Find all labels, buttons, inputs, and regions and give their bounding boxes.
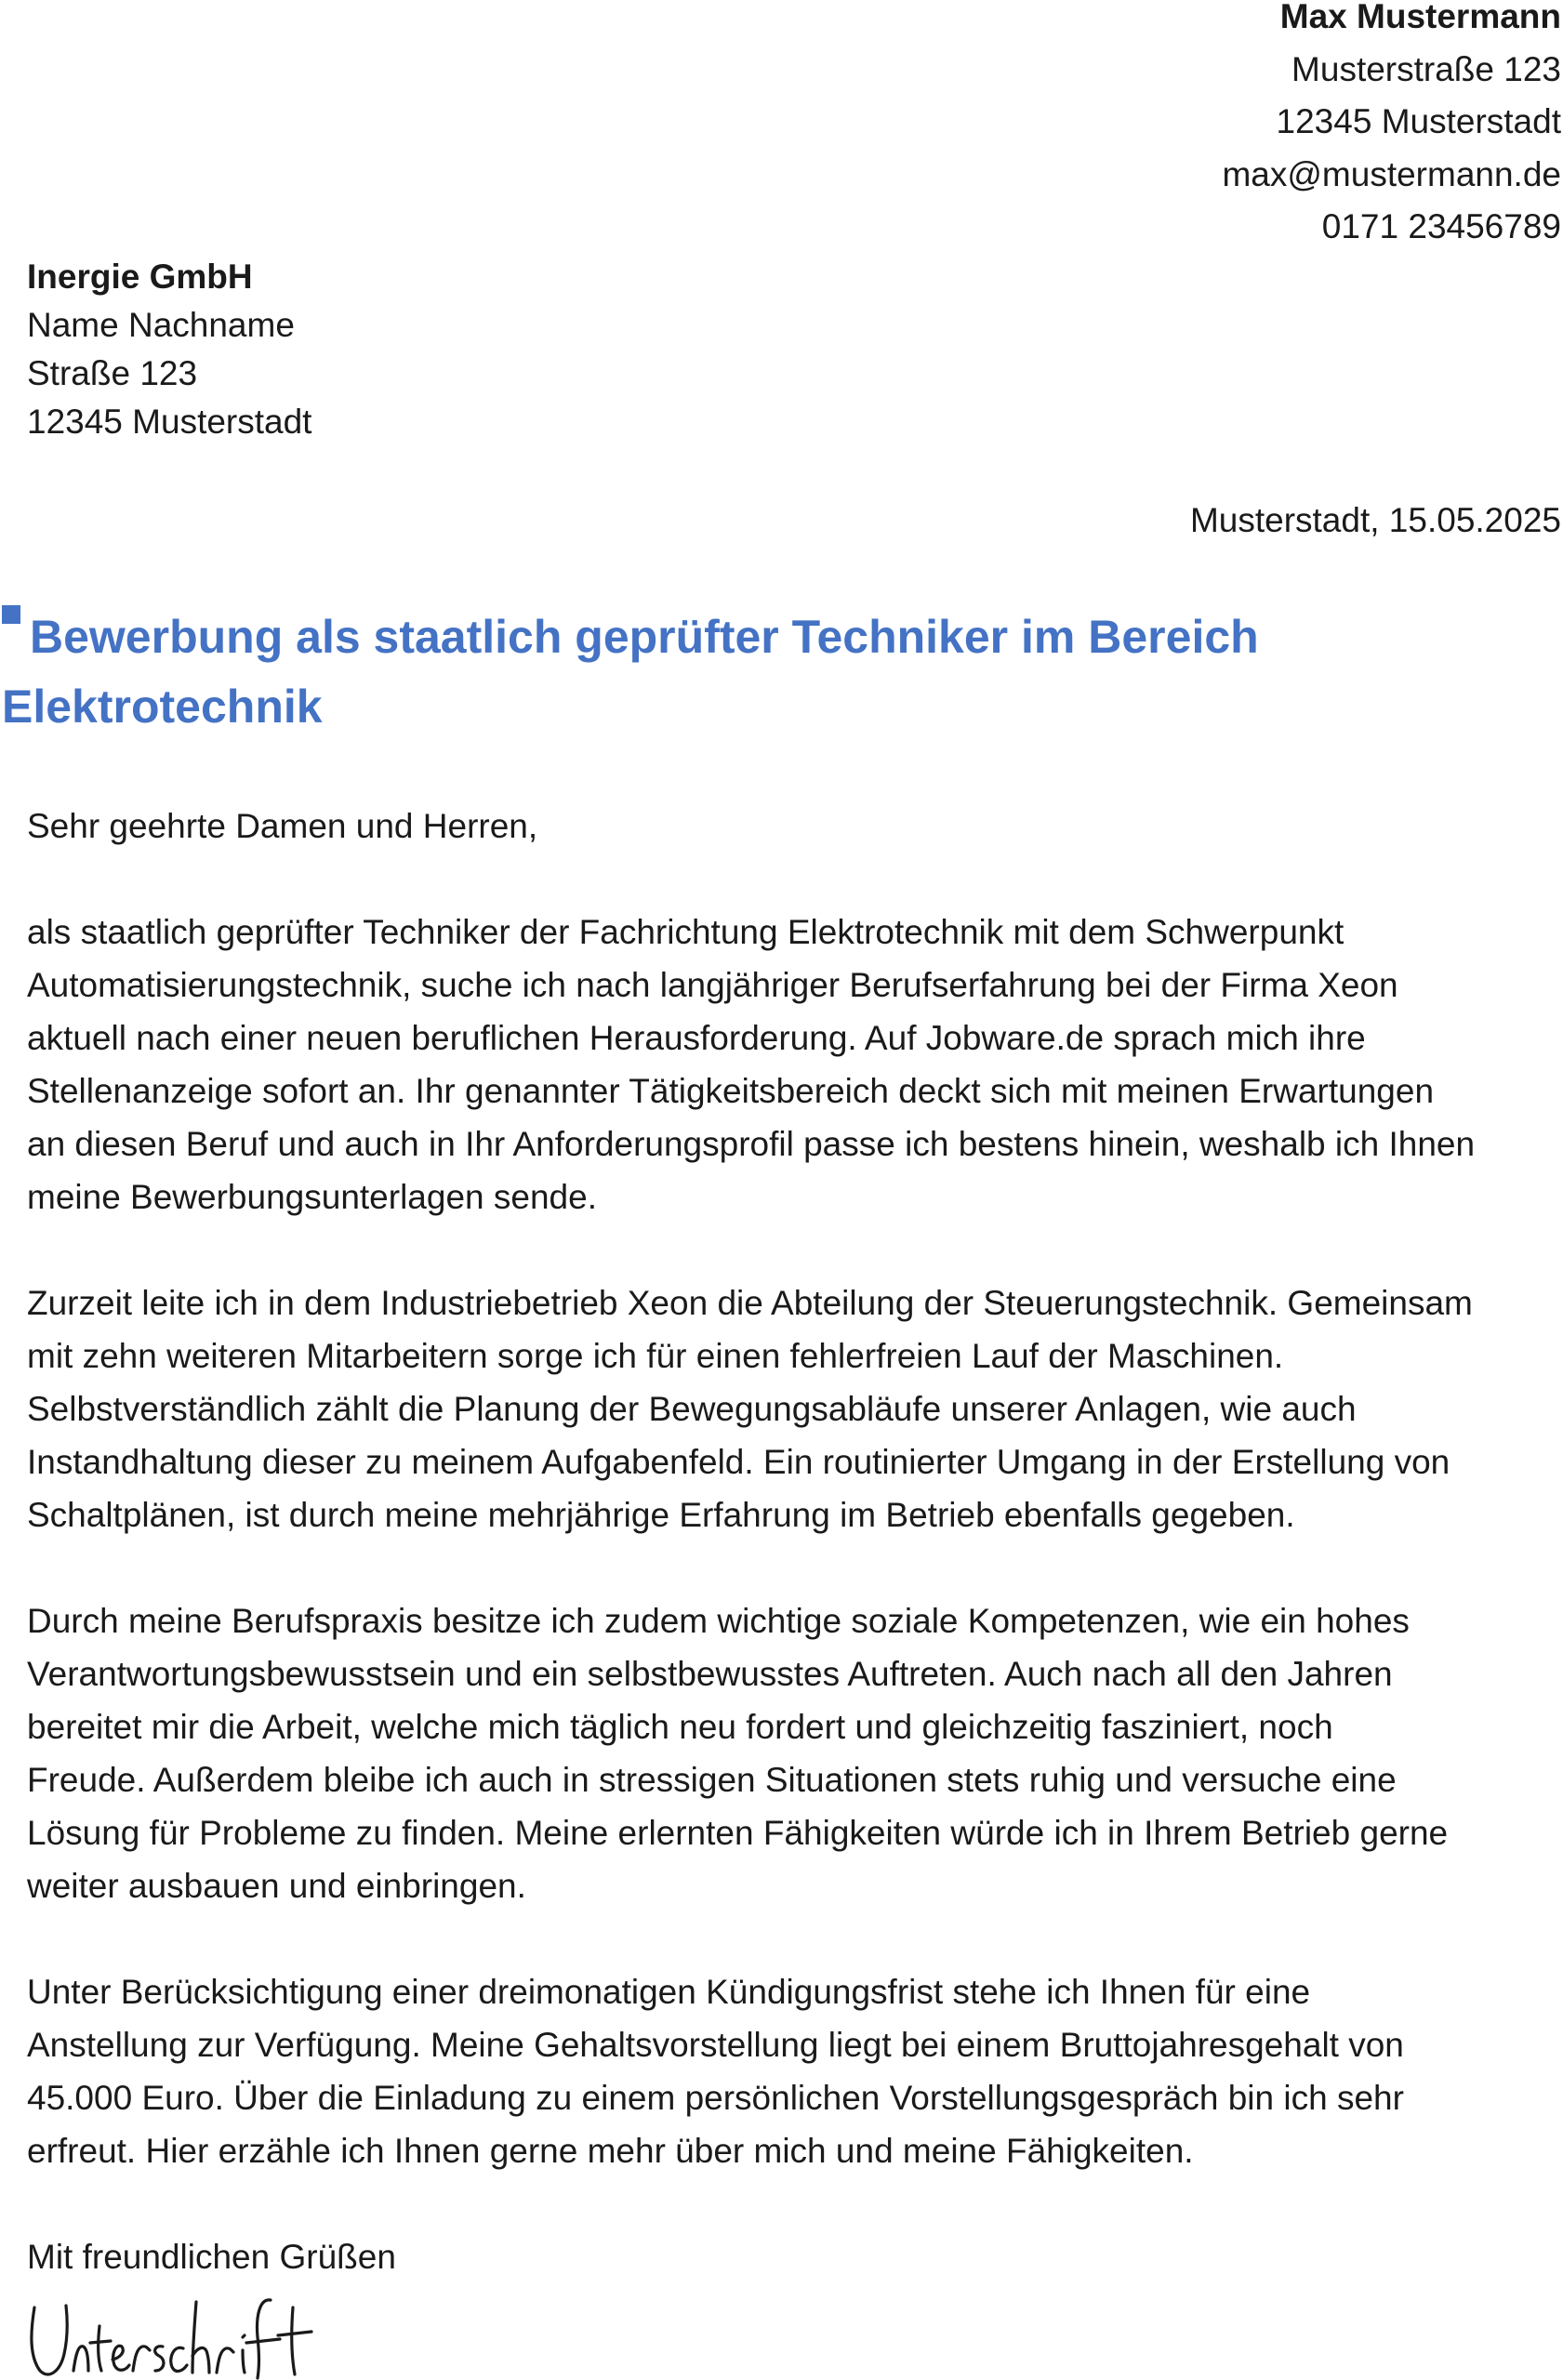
letter-date: Musterstadt, 15.05.2025 [1189, 501, 1561, 539]
paragraph-3: Durch meine Berufspraxis besitze ich zudem wichtige soziale Kompetenzen, wie ein hohes Verantwortungsbewusstsein und ein selbstbewusstes Auftreten. Auch nach all den Jahren bereitet mir die Arbeit, welche mich täglich neu fordert und gleichzeitig fasziniert, noch Freude. Außerdem bleibe ich auch in stressigen Situationen stets ruhig und versuche eine Lösung für Probleme zu finden. Meine erlernten Fähigkeiten würde ich in Ihrem Betrieb gerne weiter ausbauen und einbringen. [27, 1602, 1449, 1905]
letter-body [27, 800, 1561, 2283]
sender-street: Musterstraße 123 [1291, 49, 1561, 88]
subject-text: Bewerbung als staatlich geprüfter Techniker im Bereich Elektrotechnik [2, 611, 1259, 733]
salutation: Sehr geehrte Damen und Herren, [27, 807, 538, 845]
subject-heading [2, 602, 1304, 742]
paragraph-1: als staatlich geprüfter Techniker der Fachrichtung Elektrotechnik mit dem Schwerpunkt Automatisierungstechnik, suche ich nach langjähriger Berufserfahrung bei der Firma Xeon aktuell nach einer neuen beruflichen Herausforderung. Auf Jobware.de sprach mich ihre Stellenanzeige sofort an. Ihr genannter Tätigkeitsbereich deckt sich mit meinen Erwartungen an diesen Beruf und auch in Ihr Anforderungsprofil passe ich bestens hinein, weshalb ich Ihnen meine Bewerbungsunterlagen sende. [27, 913, 1476, 1216]
handwritten-signature [27, 2289, 315, 2380]
recipient-city: 12345 Musterstadt [27, 403, 312, 441]
sender-name: Max Mustermann [1279, 0, 1561, 35]
recipient-company: Inergie GmbH [27, 258, 253, 296]
sender-block [631, 0, 1561, 254]
recipient-street: Straße 123 [27, 354, 198, 392]
sender-city: 12345 Musterstadt [1276, 102, 1561, 140]
recipient-block [27, 253, 864, 446]
closing: Mit freundlichen Grüßen [27, 2238, 396, 2276]
paragraph-4: Unter Berücksichtigung einer dreimonatigen Kündigungsfrist stehe ich Ihnen für eine Anstellung zur Verfügung. Meine Gehaltsvorstellung liegt bei einem Bruttojahresgehalt von 45.000 Euro. Über die Einladung zu einem persönlichen Vorstellungsgespräch bin ich sehr erfreut. Hier erzähle ich Ihnen gerne mehr über mich und meine Fähigkeiten. [27, 1973, 1404, 2170]
recipient-contact: Name Nachname [27, 306, 295, 344]
sender-phone: 0171 23456789 [1321, 207, 1561, 245]
sender-email[interactable]: max@mustermann.de [1222, 154, 1561, 193]
paragraph-2: Zurzeit leite ich in dem Industriebetrieb Xeon die Abteilung der Steuerungstechnik. Gemeinsam mit zehn weiteren Mitarbeitern sorge ich für einen fehlerfreien Lauf der Maschinen. Selbstverständlich zählt die Planung der Bewegungsabläufe unserer Anlagen, wie auch Instandhaltung dieser zu meinem Aufgabenfeld. Ein routinierter Umgang in der Erstellung von Schaltplänen, ist durch meine mehrjährige Erfahrung im Betrieb ebenfalls gegeben. [27, 1284, 1473, 1534]
